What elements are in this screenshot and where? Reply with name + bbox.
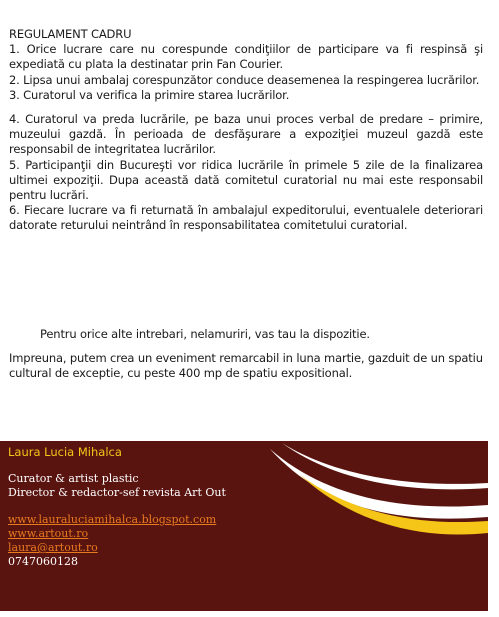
regulament-item-4: 4. Curatorul va preda lucrările, pe baza unui proces verbal de predare – primire, muzeului gazdă. În perioada de desfăşurare a expoziţiei muzeul gazdă este responsabil de integritatea lucrărilor. [9,112,483,157]
email-link[interactable]: laura@artout.ro [8,541,98,554]
artout-link[interactable]: www.artout.ro [8,527,89,540]
closing-paragraph: Impreuna, putem crea un eveniment remarcabil in luna martie, gazduit de un spatiu cultural de exceptie, cu peste 400 mp de spatiu expositional. [9,351,483,381]
contact-line: Pentru orice alte intrebari, nelamuriri, vas tau la dispozitie. [40,327,370,341]
regulament-title: REGULAMENT CADRU [9,27,132,41]
signature-details [8,472,226,569]
regulament-item-3: 3. Curatorul va verifica la primire starea lucrărilor. [9,87,290,102]
signature-name: Laura Lucia Mihalca [8,445,122,459]
regulament-item-6: 6. Fiecare lucrare va fi returnată în ambalajul expeditorului, eventualele deteriorari datorate returului neintrând în responsabilitatea comitetului curatorial. [9,203,483,233]
regulament-item-1: 1. Orice lucrare care nu corespunde condiţiilor de participare va fi respinsă şi expediată cu plata la destinatar prin Fan Courier. [9,42,483,72]
phone-number: 0747060128 [8,555,78,568]
regulament-item-2: 2. Lipsa unui ambalaj corespunzător conduce deasemenea la respingerea lucrărilor. [9,72,480,87]
blog-link[interactable]: www.lauraluciamihalca.blogspot.com [8,513,217,526]
signature-role-director: Director & redactor-sef revista Art Out [8,486,226,499]
regulament-section [9,27,483,234]
email-signature [0,441,488,611]
signature-role-curator: Curator & artist plastic [8,472,139,485]
regulament-item-5: 5. Participanţii din Bucureşti vor ridica lucrările în primele 5 zile de la finalizarea ultimei expoziţii. Dupa această dată comitetul curatorial nu mai este responsabil pentru lucrări. [9,157,483,203]
